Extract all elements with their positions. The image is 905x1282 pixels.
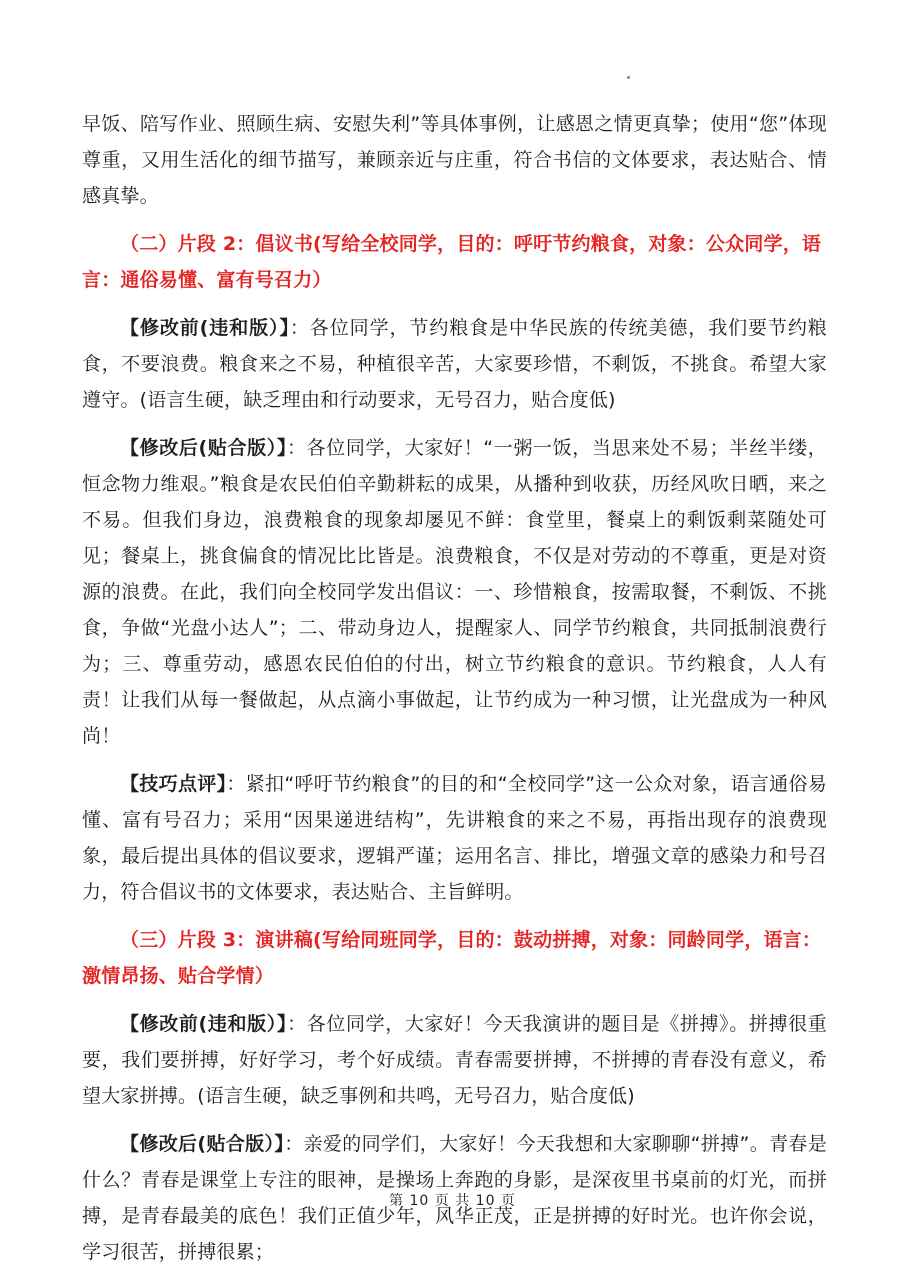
after-text: ：各位同学，大家好！“一粥一饭，当思来处不易；半丝半缕，恒念物力维艰。”粮食是农民伯伯辛勤耕耘的成果，从播种到收获，历经风吹日晒，来之不易。但我们身边，浪费粮食的现象却屡见不鲜：食堂里，餐桌上的剩饭剩菜随处可见；餐桌上，挑食偏食的情况比比皆是。浪费粮食，不仅是对劳动的不尊重，更是对资源的浪费。在此，我们向全校同学发出倡议：一、珍惜粮食，按需取餐，不剩饭、不挑食，争做“光盘小达人”；二、带动身边人，提醒家人、同学节约粮食，共同抵制浪费行为；三、尊重劳动，感恩农民伯伯的付出，树立节约粮食的意识。节约粮食，人人有责！让我们从每一餐做起，从点滴小事做起，让节约成为一种习惯，让光盘成为一种风尚！	[82, 437, 828, 747]
section-3-heading: （三）片段 3：演讲稿(写给同班同学，目的：鼓动拼搏，对象：同龄同学，语言：激情昂扬、贴合学情）	[82, 929, 822, 987]
after-tag: 【修改后(贴合版）】	[120, 1133, 285, 1155]
before-tag: 【修改前(违和版）】	[120, 1013, 288, 1035]
scan-dot	[627, 76, 630, 79]
section-2-review-paragraph	[82, 766, 827, 910]
section-2-heading: （二）片段 2：倡议书(写给全校同学，目的：呼吁节约粮食，对象：公众同学，语言：通俗易懂、富有号召力）	[82, 233, 822, 291]
before-tag: 【修改前(违和版）】	[120, 317, 290, 339]
after-tag: 【修改后(贴合版）】	[120, 437, 287, 459]
review-text: ：紧扣“呼吁节约粮食”的目的和“全校同学”这一公众对象，语言通俗易懂、富有号召力；采用“因果递进结构”，先讲粮食的来之不易，再指出现存的浪费现象，最后提出具体的倡议要求，逻辑严谨；运用名言、排比，增强文章的感染力和号召力，符合倡议书的文体要求，表达贴合、主旨鲜明。	[82, 773, 827, 903]
document-body	[82, 106, 827, 1282]
section-3-before-paragraph	[82, 1006, 827, 1114]
review-tag: 【技巧点评】	[120, 773, 227, 795]
after-text: ：亲爱的同学们，大家好！今天我想和大家聊聊“拼搏”。青春是什么？青春是课堂上专注的眼神，是操场上奔跑的身影，是深夜里书桌前的灯光，而拼搏，是青春最美的底色！我们正值少年，风华正茂，正是拼搏的好时光。也许你会说，学习很苦，拼搏很累；	[82, 1133, 827, 1263]
before-text: ：各位同学，节约粮食是中华民族的传统美德，我们要节约粮食，不要浪费。粮食来之不易，种植很辛苦，大家要珍惜，不剩饭，不挑食。希望大家遵守。(语言生硬，缺乏理由和行动要求，无号召力，贴合度低)	[82, 317, 828, 411]
section-2-before-paragraph	[82, 310, 827, 418]
before-text: ：各位同学，大家好！今天我演讲的题目是《拼搏》。拼搏很重要，我们要拼搏，好好学习，考个好成绩。青春需要拼搏，不拼搏的青春没有意义，希望大家拼搏。(语言生硬，缺乏事例和共鸣，无号召力，贴合度低)	[82, 1013, 828, 1107]
intro-paragraph: 早饭、陪写作业、照顾生病、安慰失利”等具体事例，让感恩之情更真挚；使用“您”体现尊重，又用生活化的细节描写，兼顾亲近与庄重，符合书信的文体要求，表达贴合、情感真挚。	[82, 113, 827, 207]
section-2-after-paragraph	[82, 430, 827, 754]
page-footer: 第 10 页 共 10 页	[389, 1193, 516, 1209]
